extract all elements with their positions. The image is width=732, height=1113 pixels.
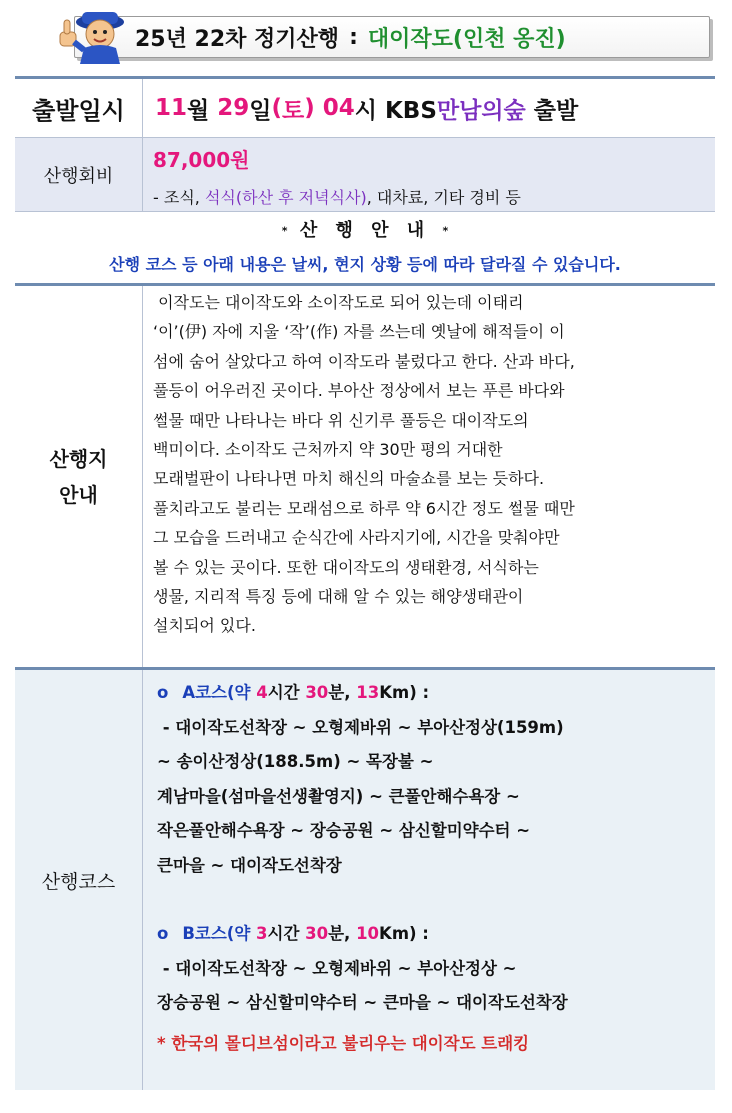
schedule-table (15, 76, 715, 1090)
course-a-line: 큰마을 ~ 대이작도선착장 (157, 855, 342, 875)
intro-line: 풀치라고도 불리는 모래섬으로 하루 약 6시간 정도 썰물 때만 (153, 498, 575, 518)
depart-value (143, 79, 715, 137)
depart-month: 11 (155, 95, 188, 121)
depart-label: 출발일시 (15, 79, 143, 137)
course-a-line: - 대이작도선착장 ~ 오형제바위 ~ 부아산정상(159m) (157, 717, 564, 737)
depart-place: 만남의숲 (436, 97, 526, 124)
intro-label (15, 286, 143, 667)
course-b-minutes: 30 (305, 924, 329, 943)
course-a-distance: 13 (356, 683, 380, 702)
fee-label: 산행회비 (15, 138, 143, 211)
guide-title-text: 산 행 안 내 (299, 220, 431, 241)
fee-detail-highlight: 석식(하산 후 저녁식사) (204, 188, 367, 207)
fee-value (143, 138, 715, 211)
intro-line: 모래벌판이 나타나면 마치 해신의 마술쇼를 보는 듯하다. (153, 469, 545, 489)
intro-line: 그 모습을 드러내고 순식간에 사라지기에, 시간을 맞춰야만 (153, 528, 560, 548)
intro-line: ‘이’(伊) 자에 지울 ‘작’(作) 자를 쓰는데 옛날에 해적들이 이 (153, 322, 565, 342)
course-a-hours: 4 (256, 683, 268, 702)
depart-weekday: 토 (282, 97, 305, 124)
course-b-name: B코스(약 (182, 924, 257, 943)
intro-line: 풀등이 어우러진 곳이다. 부아산 정상에서 보는 푸른 바다와 (153, 381, 565, 401)
guide-star-left: * (281, 224, 288, 238)
intro-line: 백미이다. 소이작도 근처까지 약 30만 평의 거대한 (153, 440, 503, 460)
course-a-line: 작은풀안해수욕장 ~ 장승공원 ~ 삼신할미약수터 ~ (157, 821, 531, 840)
course-b-hours: 3 (256, 924, 268, 943)
course-b-distance: 10 (356, 924, 380, 943)
depart-day: 29 (217, 95, 250, 121)
course-row (15, 670, 715, 1090)
intro-line: 설치되어 있다. (153, 616, 256, 636)
depart-weekday-close: ) (304, 95, 315, 121)
course-label: 산행코스 (15, 670, 143, 1090)
course-a-line: 계남마을(섬마을선생촬영지) ~ 큰풀안해수욕장 ~ (157, 786, 520, 806)
course-b-line: 장승공원 ~ 삼신할미약수터 ~ 큰마을 ~ 대이작도선착장 (157, 993, 568, 1012)
depart-weekday-open: ( (271, 95, 282, 121)
course-a-bullet: o (157, 683, 169, 702)
fee-amount: 87,000원 (153, 148, 250, 172)
course-a-name: A코스(약 (182, 683, 257, 702)
course-b-minutes-unit: 분, (328, 924, 357, 943)
fee-row (15, 138, 715, 212)
fee-detail-prefix: - 조식, (153, 188, 205, 207)
course-spacer (157, 883, 711, 917)
course-a-heading (157, 676, 711, 711)
course-a-hours-unit: 시간 (267, 683, 306, 702)
course-b-distance-unit: Km) : (379, 924, 429, 943)
guide-header-row (15, 216, 715, 286)
depart-hour-unit: 시 KBS (354, 97, 437, 124)
depart-hour: 04 (314, 95, 355, 121)
course-note: * 한국의 몰디브섬이라고 불리우는 대이작도 트래킹 (157, 1033, 530, 1053)
title-destination: 대이작도(인천 옹진) (367, 26, 566, 52)
title-box (74, 16, 710, 58)
course-a-minutes: 30 (305, 683, 329, 702)
thumbs-up-mascot-icon (50, 6, 136, 64)
guide-star-right: * (442, 224, 449, 238)
depart-month-unit: 월 (187, 97, 218, 124)
intro-line: 볼 수 있는 곳이다. 또한 대이작도의 생태환경, 서식하는 (153, 557, 539, 577)
title-separator: : (349, 24, 358, 50)
intro-line: 생물, 지리적 특징 등에 대해 알 수 있는 해양생태관이 (153, 587, 524, 607)
fee-detail-suffix: , 대차료, 기타 경비 등 (366, 188, 521, 207)
course-a-minutes-unit: 분, (328, 683, 357, 702)
intro-label-line1: 산행지 (49, 446, 108, 471)
depart-suffix: 출발 (525, 97, 579, 124)
guide-title (15, 216, 715, 242)
course-a-distance-unit: Km) : (379, 683, 430, 702)
intro-label-line2: 안내 (59, 482, 98, 507)
page-title: 25년 22차 정기산행 (135, 26, 340, 52)
course-b-hours-unit: 시간 (267, 924, 306, 943)
course-text (143, 670, 715, 1090)
title-bar (40, 6, 712, 62)
course-a-line: ~ 송이산정상(188.5m) ~ 목장불 ~ (157, 752, 434, 771)
course-b-line: - 대이작도선착장 ~ 오형제바위 ~ 부아산정상 ~ (157, 958, 517, 978)
fee-detail (153, 185, 715, 208)
intro-row (15, 286, 715, 670)
depart-day-unit: 일 (249, 97, 272, 124)
guide-note: 산행 코스 등 아래 내용은 날씨, 현지 상황 등에 따라 달라질 수 있습니다. (109, 255, 621, 274)
intro-line: 섬에 숨어 살았다고 하여 이작도라 불렀다고 한다. 산과 바다, (153, 351, 575, 371)
course-b-bullet: o (157, 924, 169, 943)
course-b-heading (157, 917, 711, 952)
depart-row (15, 76, 715, 138)
intro-line: 이작도는 대이작도와 소이작도로 되어 있는데 이태리 (153, 293, 524, 312)
intro-line: 썰물 때만 나타나는 바다 위 신기루 풀등은 대이작도의 (153, 410, 529, 430)
intro-text (143, 286, 715, 667)
